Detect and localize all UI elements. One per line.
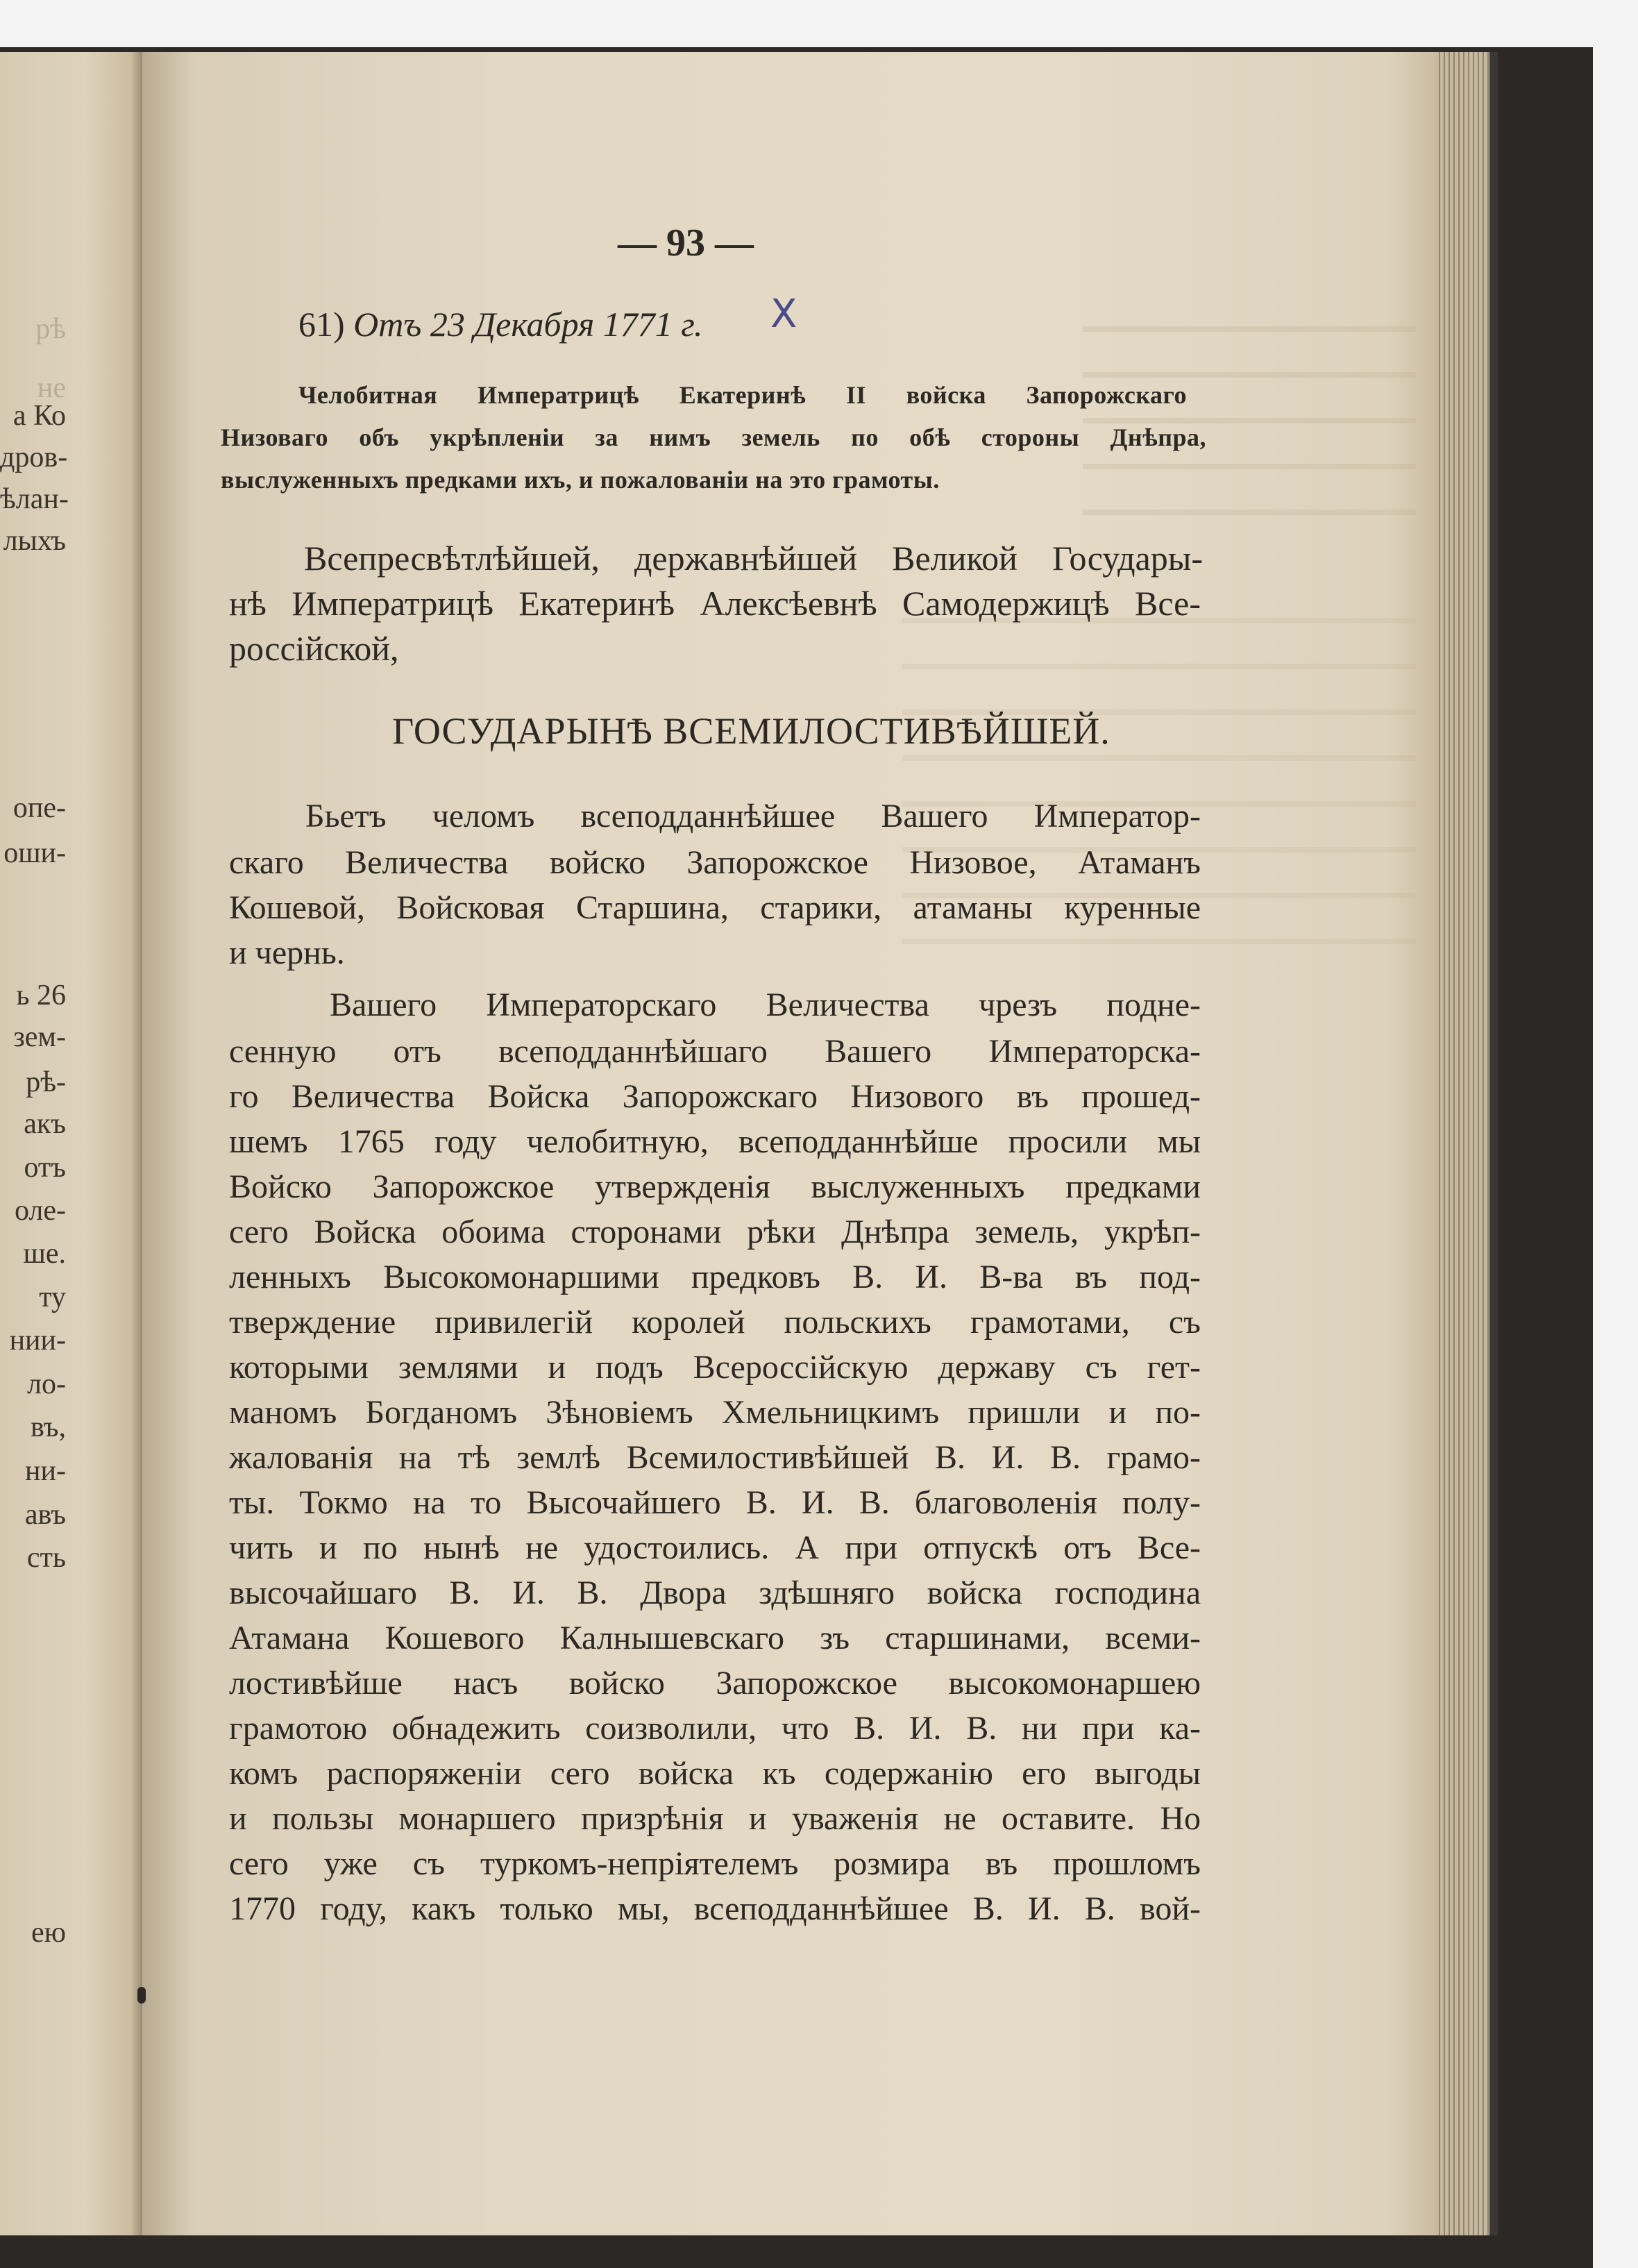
left-page-fragment: ею (31, 1917, 66, 1949)
left-page-fragment: акъ (24, 1108, 66, 1140)
address-line: Всепресвѣтлѣйшей, державнѣйшей Великой Государы- (304, 539, 1203, 578)
left-page-fragment: сть (26, 1542, 66, 1574)
left-page-fragment: оши- (3, 837, 66, 869)
left-page-fragment: зем- (13, 1021, 66, 1053)
left-page-fragment: ь 26 (16, 980, 66, 1011)
left-page-fragment: оле- (14, 1195, 66, 1227)
page-number: — 93 — (618, 221, 754, 264)
binding-shadow (1489, 52, 1498, 2235)
body-line: и чернь. (229, 934, 345, 971)
body-line: ленныхъ Высокомонаршими предковъ В. И. В-ва въ под- (229, 1259, 1201, 1295)
body-line: и пользы монаршего призрѣнія и уваженія не оставите. Но (229, 1800, 1201, 1837)
body-line: Атамана Кошевого Калнышевскаго зъ старшинами, всеми- (229, 1620, 1201, 1656)
left-page-fragment: ту (39, 1282, 66, 1313)
left-page-fragment: ло- (27, 1368, 66, 1400)
handwritten-mark: X (770, 292, 797, 337)
body-line: которыми землями и подъ Всероссійскую державу съ гет- (229, 1349, 1201, 1386)
summary-line: Низоваго объ укрѣпленіи за нимъ земель по обѣ стороны Днѣпра, (221, 423, 1206, 451)
body-line: шемъ 1765 году челобитную, всеподданнѣйше просили мы (229, 1123, 1201, 1160)
summary-line: выслуженныхъ предками ихъ, и пожалованіи на это грамоты. (221, 466, 940, 494)
left-page-fragment: нии- (9, 1325, 66, 1356)
left-page-fragment: рѣ- (26, 1066, 66, 1098)
body-line: сего уже съ туркомъ-непріятелемъ розмира въ прошломъ (229, 1845, 1201, 1882)
page-edges (1435, 52, 1489, 2235)
body-line: Вашего Императорскаго Величества чрезъ подне- (330, 986, 1201, 1023)
address-line: россійской, (229, 629, 399, 668)
left-page-ghost: рѣ (35, 313, 66, 345)
summary-line: Челобитная Императрицѣ Екатеринѣ II войска Запорожскаго (298, 381, 1187, 409)
body-line: Бьетъ челомъ всеподданнѣйшее Вашего Император- (305, 798, 1201, 834)
body-line: комъ распоряженіи сего войска къ содержанію его выгоды (229, 1755, 1201, 1792)
body-line: жалованія на тѣ землѣ Всемилостивѣйшей В. И. В. грамо- (229, 1439, 1201, 1476)
body-line: 1770 году, какъ только мы, всеподданнѣйшее В. И. В. вой- (229, 1890, 1201, 1927)
left-page-fragment: дров- (0, 442, 68, 473)
body-line: грамотою обнадежить соизволили, что В. И. В. ни при ка- (229, 1710, 1201, 1747)
body-line: чить и по нынѣ не удостоились. А при отпускѣ отъ Все- (229, 1529, 1201, 1566)
left-page (0, 52, 142, 2235)
left-page-fragment: въ, (30, 1411, 66, 1443)
address-line: нѣ Императрицѣ Екатеринѣ Алексѣевнѣ Самодержицѣ Все- (229, 584, 1201, 623)
body-line: сенную отъ всеподданнѣйшаго Вашего Императорска- (229, 1033, 1201, 1070)
left-page-fragment: ѣлан- (0, 483, 69, 515)
left-page-fragment: лыхъ (3, 525, 66, 557)
binding-hole (137, 1987, 146, 2004)
left-page-fragment: авъ (24, 1499, 66, 1531)
body-line: лостивѣйше насъ войско Запорожское высокомонаршею (229, 1665, 1201, 1702)
document-date: Отъ 23 Декабря 1771 г. (353, 305, 703, 344)
body-line: тверждение привилегій королей польскихъ грамотами, съ (229, 1304, 1201, 1341)
left-page-fragment: опе- (12, 792, 66, 824)
body-line: сего Войска обоима сторонами рѣки Днѣпра земель, укрѣп- (229, 1213, 1201, 1250)
body-line: Кошевой, Войсковая Старшина, старики, атаманы куренные (229, 889, 1201, 926)
left-page-fragment: а Ко (12, 400, 66, 432)
left-page-ghost: нe (37, 372, 66, 404)
left-page-fragment: ни- (25, 1455, 66, 1487)
body-line: го Величества Войска Запорожскаго Низового въ прошед- (229, 1078, 1201, 1115)
body-line: ты. Токмо на то Высочайшего В. И. В. благоволенія полу- (229, 1484, 1201, 1521)
salutation-title: ГОСУДАРЫНѢ ВСЕМИЛОСТИВѢЙШЕЙ. (392, 710, 1111, 752)
body-line: Войско Запорожское утвержденія выслуженныхъ предками (229, 1168, 1201, 1205)
body-line: высочайшаго В. И. В. Двора здѣшняго войска господина (229, 1574, 1201, 1611)
left-page-fragment: отъ (24, 1152, 66, 1184)
left-page-fragment: ше. (23, 1238, 66, 1270)
body-line: маномъ Богданомъ Зѣновіемъ Хмельницкимъ пришли и по- (229, 1394, 1201, 1431)
document-heading (298, 304, 703, 344)
body-line: скаго Величества войско Запорожское Низовое, Атаманъ (229, 844, 1201, 881)
scan-top-margin (0, 0, 1638, 47)
document-number: 61) (298, 305, 345, 344)
